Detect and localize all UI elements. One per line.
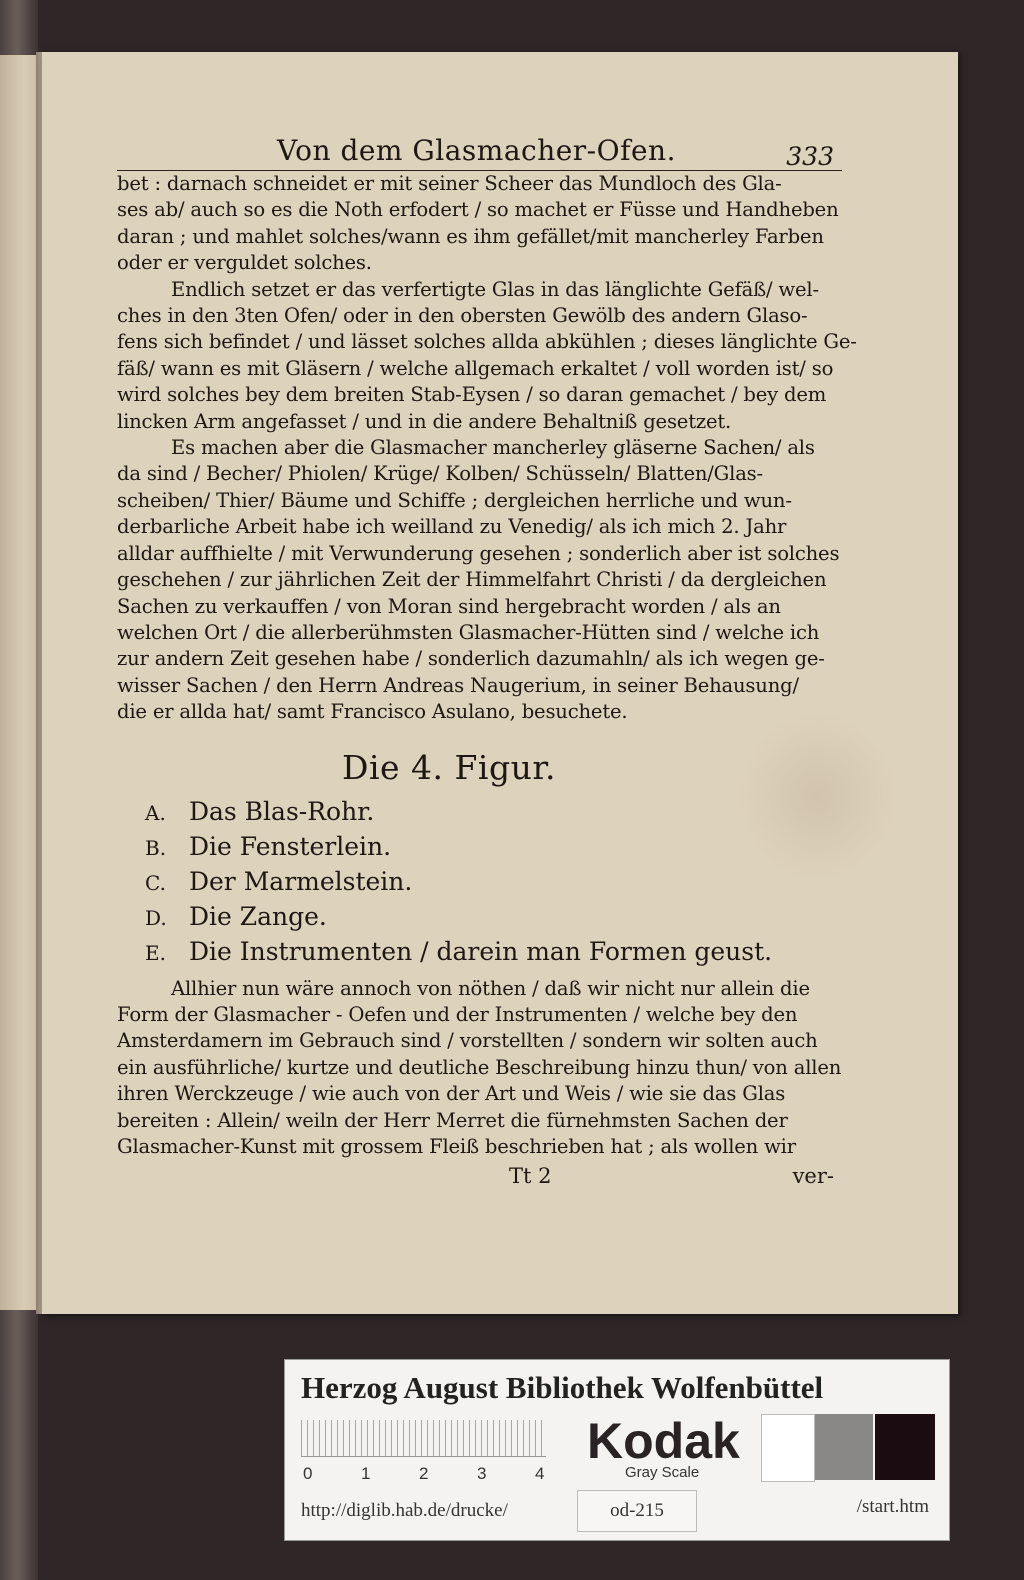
text-line: oder er verguldet solches. bbox=[117, 251, 372, 275]
text-line: wird solches bey dem breiten Stab-Eysen / so daran gemachet / bey dem bbox=[117, 383, 827, 407]
text-line: Form der Glasmacher - Oefen und der Instrumenten / welche bey den bbox=[117, 1002, 798, 1026]
legend-key: E. bbox=[145, 940, 166, 965]
legend-key: B. bbox=[145, 835, 167, 860]
ruler-number: 1 bbox=[361, 1464, 371, 1483]
legend-item bbox=[145, 830, 842, 865]
url-row bbox=[285, 1490, 949, 1534]
text-line: fäß/ wann es mit Gläsern / welche allgemach erkaltet / voll worden ist/ so bbox=[117, 356, 834, 380]
paragraph-1 bbox=[117, 171, 842, 277]
text-line: bet : darnach schneidet er mit seiner Scheer das Mundloch des Gla- bbox=[117, 172, 782, 195]
legend-item bbox=[145, 795, 842, 830]
url-suffix: /start.htm bbox=[856, 1496, 929, 1517]
text-line: lincken Arm angefasset / und in die andere Behaltniß gesetzet. bbox=[117, 409, 732, 433]
catchword: ver- bbox=[792, 1164, 834, 1189]
signature-mark: Tt 2 bbox=[509, 1164, 552, 1189]
legend-item bbox=[145, 935, 842, 970]
left-page-edge bbox=[0, 55, 40, 1310]
figure-title: Die 4. Figur. bbox=[342, 747, 556, 787]
text-line: scheiben/ Thier/ Bäume und Schiffe ; dergleichen herrliche und wun- bbox=[117, 488, 792, 512]
scale-card bbox=[284, 1359, 950, 1541]
ruler-number: 4 bbox=[535, 1464, 545, 1483]
book-page bbox=[42, 52, 958, 1314]
kodak-logo: Kodak bbox=[587, 1413, 740, 1469]
text-line: bereiten : Allein/ weiln der Herr Merret die fürnehmsten Sachen der bbox=[117, 1108, 788, 1132]
ruler-number: 3 bbox=[477, 1464, 487, 1483]
text-line: ein ausführliche/ kurtze und deutliche Beschreibung hinzu thun/ von allen bbox=[117, 1055, 842, 1079]
text-line: Endlich setzet er das verfertigte Glas in das länglichte Gefäß/ wel- bbox=[171, 277, 819, 301]
black-swatch bbox=[875, 1414, 935, 1480]
url-id: od-215 bbox=[577, 1490, 697, 1532]
ruler bbox=[301, 1420, 546, 1457]
text-line: Amsterdamern im Gebrauch sind / vorstellten / sondern wir solten auch bbox=[117, 1029, 818, 1053]
text-line: alldar auffhielte / mit Verwunderung gesehen ; sonderlich aber ist solches bbox=[117, 541, 840, 565]
text-line: zur andern Zeit gesehen habe / sonderlich dazumahln/ als ich wegen ge- bbox=[117, 647, 825, 671]
legend-text: Der Marmelstein. bbox=[188, 866, 413, 896]
legend-key: D. bbox=[145, 905, 167, 930]
page-footer bbox=[117, 1162, 842, 1192]
text-line: daran ; und mahlet solches/wann es ihm gefället/mit mancherley Farben bbox=[117, 224, 824, 248]
text-line: Sachen zu verkauffen / von Moran sind hergebracht worden / als an bbox=[117, 594, 781, 618]
legend-text: Die Zange. bbox=[188, 901, 327, 931]
library-name: Herzog August Bibliothek Wolfenbüttel bbox=[301, 1370, 824, 1405]
page-number: 333 bbox=[786, 142, 834, 171]
legend-text: Die Instrumenten / darein man Formen geust. bbox=[188, 936, 773, 966]
url-prefix: http://diglib.hab.de/drucke/ bbox=[301, 1500, 508, 1521]
legend-key: A. bbox=[145, 800, 166, 825]
white-swatch bbox=[761, 1414, 815, 1482]
text-line: ses ab/ auch so es die Noth erfodert / so machet er Füsse und Handheben bbox=[117, 198, 839, 222]
figure-legend bbox=[145, 795, 842, 970]
text-line: welchen Ort / die allerberühmsten Glasmacher-Hütten sind / welche ich bbox=[117, 620, 820, 644]
text-line: da sind / Becher/ Phiolen/ Krüge/ Kolben/ Schüsseln/ Blatten/Glas- bbox=[117, 462, 763, 486]
text-line: derbarliche Arbeit habe ich weilland zu Venedig/ als ich mich 2. Jahr bbox=[117, 515, 787, 539]
legend-text: Die Fensterlein. bbox=[188, 831, 392, 861]
text-line: Es machen aber die Glasmacher mancherley gläserne Sachen/ als bbox=[171, 436, 815, 460]
header-title: Von dem Glasmacher-Ofen. bbox=[277, 134, 676, 167]
text-line: Glasmacher-Kunst mit grossem Fleiß beschrieben hat ; als wollen wir bbox=[117, 1134, 796, 1158]
running-header bbox=[117, 132, 842, 171]
text-line: ihren Werckzeuge / wie auch von der Art und Weis / wie sie das Glas bbox=[117, 1082, 786, 1106]
ruler-numbers bbox=[299, 1464, 559, 1486]
gray-swatch bbox=[815, 1414, 873, 1480]
text-line: geschehen / zur jährlichen Zeit der Himmelfahrt Christi / da dergleichen bbox=[117, 568, 827, 592]
text-line: wisser Sachen / den Herrn Andreas Naugerium, in seiner Behausung/ bbox=[117, 673, 799, 697]
text-line: Allhier nun wäre annoch von nöthen / daß wir nicht nur allein die bbox=[171, 976, 810, 1000]
legend-key: C. bbox=[145, 870, 166, 895]
paragraph-3 bbox=[117, 435, 842, 725]
ruler-number: 2 bbox=[419, 1464, 429, 1483]
paragraph-2 bbox=[117, 277, 857, 435]
paragraph-4 bbox=[117, 976, 842, 1161]
legend-text: Das Blas-Rohr. bbox=[188, 796, 375, 826]
text-line: fens sich befindet / und lässet solches allda abkühlen ; dieses länglichte Ge- bbox=[117, 330, 857, 354]
legend-item bbox=[145, 865, 842, 900]
text-line: die er allda hat/ samt Francisco Asulano, besuchete. bbox=[117, 700, 628, 724]
ruler-number: 0 bbox=[303, 1464, 313, 1483]
text-line: ches in den 3ten Ofen/ oder in den obersten Gewölb des andern Glaso- bbox=[117, 304, 808, 328]
gray-scale-label: Gray Scale bbox=[625, 1464, 700, 1481]
text-block bbox=[117, 132, 857, 1192]
legend-item bbox=[145, 900, 842, 935]
